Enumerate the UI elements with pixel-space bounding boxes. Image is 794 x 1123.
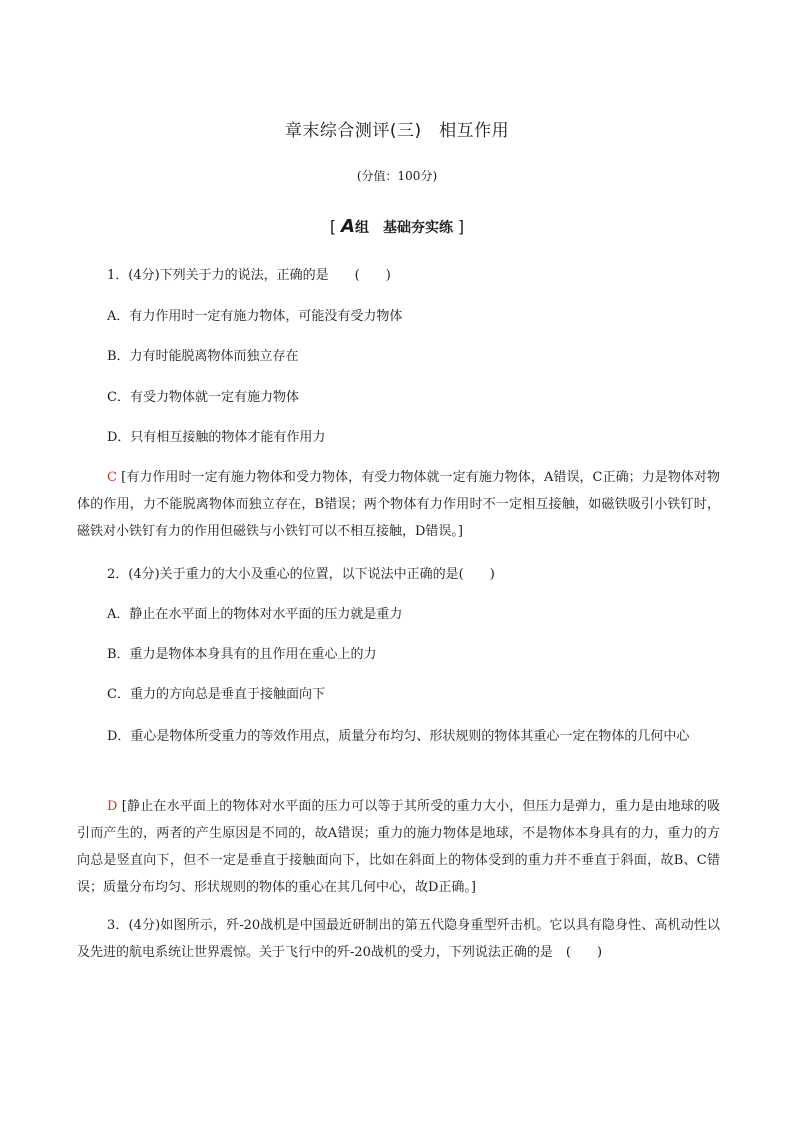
- section-bracket-open: [: [329, 217, 337, 236]
- section-bracket-close: ]: [457, 217, 465, 236]
- question-2-option-b: B．重力是物体本身具有的且作用在重心上的力: [107, 647, 377, 662]
- question-2-option-a: A．静止在水平面上的物体对水平面的压力就是重力: [107, 607, 403, 622]
- question-2-explanation: [77, 793, 720, 901]
- question-2-answer-letter: D: [107, 799, 118, 814]
- section-group-letter: A: [341, 216, 355, 237]
- question-1-option-b: B．力有时能脱离物体而独立存在: [107, 349, 299, 364]
- question-1-option-c: C．有受力物体就一定有施力物体: [107, 390, 299, 405]
- score-note: (分值：100分): [356, 169, 438, 183]
- question-2-stem: 2．(4分)关于重力的大小及重心的位置，以下说法中正确的是( ): [107, 567, 495, 582]
- question-1-explanation-text: [有力作用时一定有施力物体和受力物体，有受力物体就一定有施力物体，A错误，C正确；力是物体对物体的作用，力不能脱离物体而独立存在，B错误；两个物体有力作用时不一定相互接触，如磁铁吸引小铁钉时，磁铁对小铁钉有力的作用但磁铁与小铁钉可以不相互接触，D错误。]: [77, 470, 720, 539]
- question-1-stem: 1．(4分)下列关于力的说法，正确的是 ( ): [107, 268, 391, 283]
- question-1-answer-letter: C: [107, 470, 117, 485]
- question-2-explanation-text: [静止在水平面上的物体对水平面的压力可以等于其所受的重力大小，但压力是弹力，重力是由地球的吸引而产生的，两者的产生原因是不同的，故A错误；重力的施力物体是地球，不是物体本身具有的力，重力的方向总是竖直向下，但不一定是垂直于接触面向下，比如在斜面上的物体受到的重力并不垂直于斜面，故B、C错误；质量分布均匀、形状规则的物体的重心在其几何中心，故D正确。]: [77, 799, 721, 895]
- question-3-stem-text: 3．(4分)如图所示，歼-20战机是中国最近研制出的第五代隐身重型歼击机。它以具有隐身性、高机动性以及先进的航电系统让世界震惊。关于飞行中的歼-20战机的受力，下列说法正确的是 ( ): [77, 918, 720, 960]
- question-1-option-a: A．有力作用时一定有施力物体，可能没有受力物体: [107, 309, 403, 324]
- question-1-option-d: D．只有相互接触的物体才能有作用力: [107, 430, 326, 445]
- question-1-explanation: [77, 464, 720, 545]
- question-2-option-c: C．重力的方向总是垂直于接触面向下: [107, 687, 325, 702]
- page-title: 章末综合测评(三) 相互作用: [284, 121, 510, 141]
- section-group-label: 组 基础夯实练: [354, 220, 453, 236]
- question-3-stem: [77, 912, 720, 966]
- section-header: [0, 216, 794, 237]
- question-2-option-d-text: D．重心是物体所受重力的等效作用点，质量分布均匀、形状规则的物体其重心一定在物体的几何中心: [107, 729, 690, 744]
- question-2-option-d: [77, 723, 720, 751]
